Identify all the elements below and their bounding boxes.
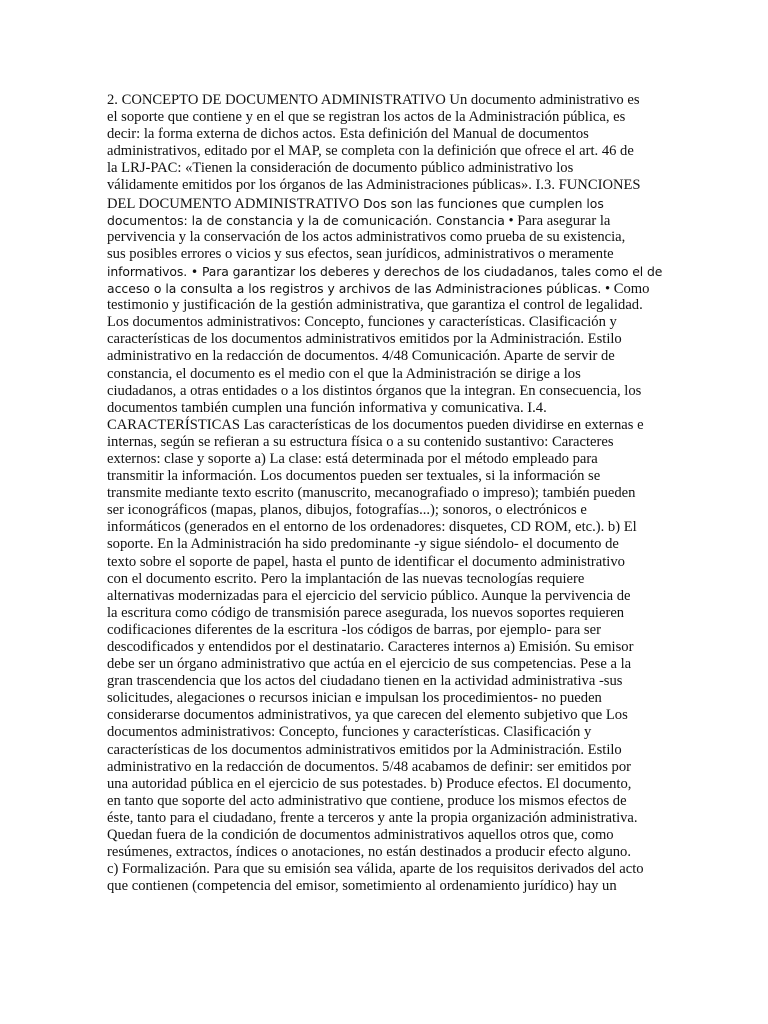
text-line: considerarse documentos administrativos, ya que carecen del elemento subjetivo que Los — [107, 707, 628, 724]
text-line: descodificados y entendidos por el destinatario. Caracteres internos a) Emisión. Su emisor — [107, 639, 634, 655]
text-line: constancia, el documento es el medio con el que la Administración se dirige a los — [107, 365, 581, 382]
text-line: válidamente emitidos por los órganos de las Administraciones públicas». I.3. FUNCIONES — [107, 177, 641, 194]
text-line-mixed — [107, 195, 665, 212]
text-segment-serif: • Como — [601, 281, 650, 298]
text-line-mixed — [107, 212, 665, 229]
text-segment-sans: acceso o la consulta a los registros y archivos de las Administraciones públicas. — [107, 281, 602, 297]
text-line: sus posibles errores o vicios y sus efectos, sean jurídicos, administrativos o meramente — [107, 245, 614, 262]
text-line: transmitir la información. Los documentos pueden ser textuales, si la información se — [107, 468, 601, 485]
text-segment-serif: • Para asegurar la — [504, 212, 611, 229]
text-line: testimonio y justificación de la gestión administrativa, que garantiza el control de legalidad. — [107, 297, 643, 314]
text-line: características de los documentos administrativos emitidos por la Administración. Estilo — [107, 331, 622, 348]
text-line: Quedan fuera de la condición de documentos administrativos aquellos otros que, como — [107, 827, 614, 844]
text-line: texto sobre el soporte de papel, hasta el punto de identificar el documento administrativo — [107, 553, 625, 570]
text-line: características de los documentos administrativos emitidos por la Administración. Estilo — [107, 741, 622, 758]
text-segment-sans: documentos: la de constancia y la de comunicación. Constancia — [107, 212, 505, 228]
text-line: una autoridad pública en el ejercicio de sus potestades. b) Produce efectos. El documento, — [107, 775, 632, 792]
text-line: decir: la forma externa de dichos actos. Esta definición del Manual de documentos — [107, 126, 589, 143]
text-line-mixed — [107, 280, 665, 297]
text-line: administrativos, editado por el MAP, se completa con la definición que ofrece el art. 46 de — [107, 143, 634, 160]
text-line: la escritura como código de transmisión parece asegurada, los nuevos soportes requieren — [107, 604, 625, 621]
document-body-text — [107, 92, 665, 895]
text-line: 2. CONCEPTO DE DOCUMENTO ADMINISTRATIVO Un documento administrativo es — [107, 92, 640, 108]
text-line: CARACTERÍSTICAS Las características de los documentos pueden dividirse en externas e — [107, 416, 644, 433]
text-line: con el documento escrito. Pero la implantación de las nuevas tecnologías requiere — [107, 570, 585, 587]
text-line: documentos también cumplen una función informativa y comunicativa. I.4. — [107, 399, 547, 416]
text-line: alternativas modernizadas para el ejercicio del servicio público. Aunque la pervivencia de — [107, 587, 631, 604]
text-line-sans: informativos. • Para garantizar los deberes y derechos de los ciudadanos, tales como el de — [107, 263, 663, 279]
text-line: la LRJ-PAC: «Tienen la consideración de documento público administrativo los — [107, 160, 574, 177]
text-line: éste, tanto para el ciudadano, frente a terceros y ante la propia organización administrativa. — [107, 809, 638, 826]
text-line: en tanto que soporte del acto administrativo que contiene, produce los mismos efectos de — [107, 792, 627, 809]
text-line: administrativo en la redacción de documentos. 4/48 Comunicación. Aparte de servir de — [107, 348, 615, 365]
text-line: debe ser un órgano administrativo que actúa en el ejercicio de sus competencias. Pese a la — [107, 656, 632, 673]
text-line: c) Formalización. Para que su emisión sea válida, aparte de los requisitos derivados del acto — [107, 861, 644, 878]
text-line: gran trascendencia que los actos del ciudadano tienen en la actividad administrativa -sus — [107, 673, 623, 690]
text-line: pervivencia y la conservación de los actos administrativos como prueba de su existencia, — [107, 228, 626, 245]
text-line: codificaciones diferentes de la escritura -los códigos de barras, por ejemplo- para ser — [107, 621, 601, 638]
text-line: soporte. En la Administración ha sido predominante -y sigue siéndolo- el documento de — [107, 536, 619, 553]
text-segment-sans: Dos son las funciones que cumplen los — [359, 195, 604, 211]
text-line: solicitudes, alegaciones o recursos inician e impulsan los procedimientos- no pueden — [107, 690, 602, 707]
text-line: administrativo en la redacción de documentos. 5/48 acabamos de definir: ser emitidos por — [107, 758, 631, 775]
text-line: externos: clase y soporte a) La clase: está determinada por el método empleado para — [107, 450, 598, 467]
text-line: que contienen (competencia del emisor, sometimiento al ordenamiento jurídico) hay un — [107, 878, 617, 895]
text-line: internas, según se refieran a su estructura física o a su contenido sustantivo: Caracteres — [107, 433, 614, 450]
text-line: el soporte que contiene y en el que se registran los actos de la Administración pública, es — [107, 109, 626, 126]
text-line: ser iconográficos (mapas, planos, dibujos, fotografías...); sonoros, o electrónicos e — [107, 502, 587, 519]
text-line: informáticos (generados en el entorno de los ordenadores: disquetes, CD ROM, etc.). b) El — [107, 519, 637, 536]
text-line: Los documentos administrativos: Concepto, funciones y características. Clasificación y — [107, 314, 617, 331]
text-line: transmite mediante texto escrito (manuscrito, mecanografiado o impreso); también pueden — [107, 485, 636, 502]
text-segment-serif: DEL DOCUMENTO ADMINISTRATIVO — [107, 195, 360, 212]
text-line: resúmenes, extractos, índices o anotaciones, no están destinados a producir efecto alguno. — [107, 844, 631, 861]
text-line: ciudadanos, a otras entidades o a los distintos órganos que la integran. En consecuencia, los — [107, 382, 642, 399]
text-line: documentos administrativos: Concepto, funciones y características. Clasificación y — [107, 724, 592, 741]
